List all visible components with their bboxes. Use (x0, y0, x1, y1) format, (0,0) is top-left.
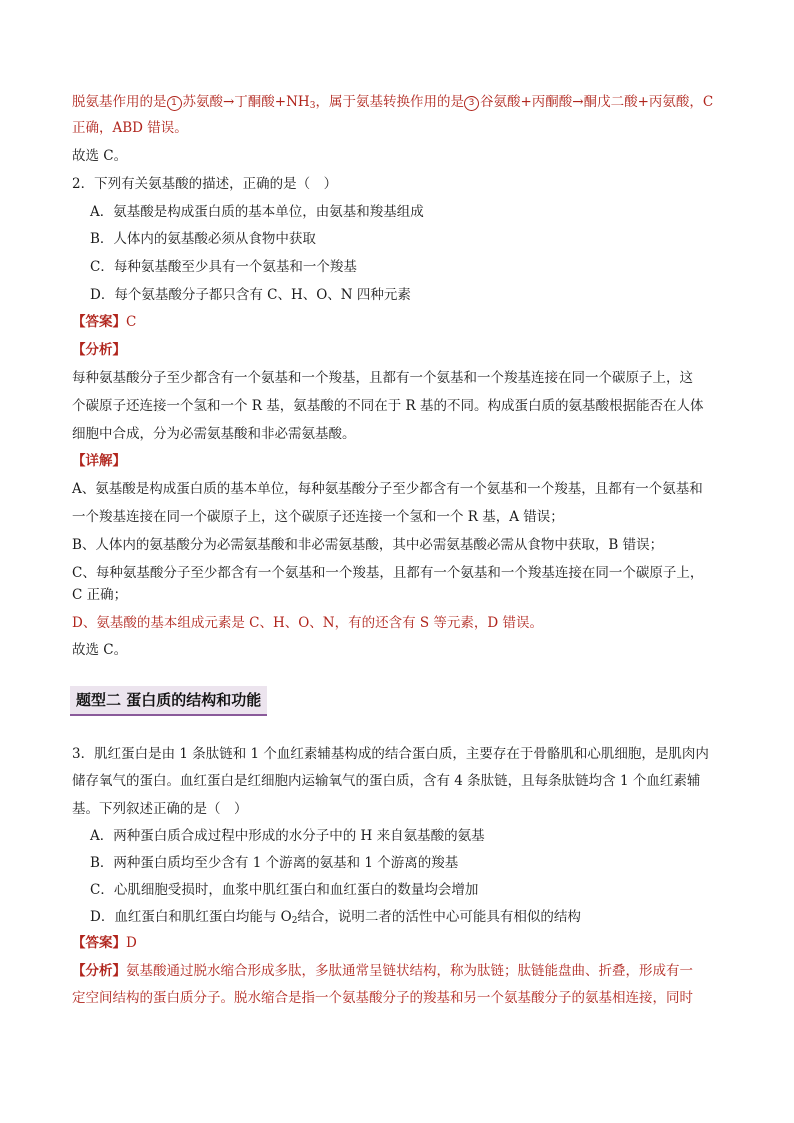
q3-stem-line-1: 3．肌红蛋白是由 1 条肽链和 1 个血红素辅基构成的结合蛋白质，主要存在于骨骼肌和心肌细胞，是肌肉内 (72, 746, 709, 762)
q2-option-c: C．每种氨基酸至少具有一个氨基和一个羧基 (90, 259, 357, 275)
q2-detail-line-2: 一个羧基连接在同一个碳原子上，这个碳原子还连接一个氢和一个 R 基，A 错误； (72, 509, 564, 525)
q2-analysis-line-1: 每种氨基酸分子至少都含有一个氨基和一个羧基，且都有一个氨基和一个羧基连接在同一个碳原子上，这 (72, 370, 693, 386)
q3-option-d: D．血红蛋白和肌红蛋白均能与 $O_2$结合，说明二者的活性中心可能具有相似的结构 (90, 909, 581, 926)
q2-detail-tag: 【详解】 (72, 453, 126, 469)
q2-option-d: D．每个氨基酸分子都只含有 C、H、O、N 四种元素 (90, 287, 411, 303)
intro-line-1: 脱氨基作用的是 1 苏氨酸→丁酮酸$+NH_3$，属于氨基转换作用的是 3 谷氨酸+丙酮酸→酮戊二酸+丙氨酸，C (72, 94, 714, 111)
q2-detail-line-5: C 正确； (72, 587, 128, 603)
q2-option-a: A．氨基酸是构成蛋白质的基本单位，由氨基和羧基组成 (90, 204, 424, 220)
q3-answer: 【答案】D (72, 935, 137, 951)
section-heading: 题型二 蛋白质的结构和功能 (70, 686, 267, 716)
q3-analysis-line-1: 【分析】氨基酸通过脱水缩合形成多肽，多肽通常呈链状结构，称为肽链；肽链能盘曲、折叠，形成有一 (72, 963, 693, 979)
q2-analysis-line-3: 细胞中合成，分为必需氨基酸和非必需氨基酸。 (72, 426, 356, 442)
q2-conclusion: 故选 C。 (72, 642, 128, 658)
q2-detail-line-4: C、每种氨基酸分子至少都含有一个氨基和一个羧基，且都有一个氨基和一个羧基连接在同一个碳原子上， (72, 565, 704, 581)
q2-option-b: B．人体内的氨基酸必须从食物中获取 (90, 231, 316, 247)
q2-answer: 【答案】C (72, 314, 137, 330)
q3-stem-line-3: 基。下列叙述正确的是（ ） (72, 801, 248, 817)
q3-option-c: C．心肌细胞受损时，血浆中肌红蛋白和血红蛋白的数量均会增加 (90, 882, 479, 898)
q3-stem-line-2: 储存氧气的蛋白。血红蛋白是红细胞内运输氧气的蛋白质，含有 4 条肽链，且每条肽链均含 1 个血红素辅 (72, 773, 701, 789)
circled-number-3: 3 (464, 96, 479, 111)
q2-analysis-tag: 【分析】 (72, 342, 126, 358)
q2-detail-line-3: B、人体内的氨基酸分为必需氨基酸和非必需氨基酸，其中必需氨基酸必需从食物中获取，B 错误； (72, 537, 664, 553)
q2-stem: 2．下列有关氨基酸的描述，正确的是（ ） (72, 176, 338, 192)
q2-analysis-line-2: 个碳原子还连接一个氢和一个 R 基，氨基酸的不同在于 R 基的不同。构成蛋白质的氨基酸根据能否在人体 (72, 398, 704, 414)
q3-option-b: B．两种蛋白质均至少含有 1 个游离的氨基和 1 个游离的羧基 (90, 855, 459, 871)
intro-conclusion: 故选 C。 (72, 148, 128, 164)
q3-analysis-line-2: 定空间结构的蛋白质分子。脱水缩合是指一个氨基酸分子的羧基和另一个氨基酸分子的氨基相连接，同时 (72, 990, 693, 1006)
q2-detail-line-1: A、氨基酸是构成蛋白质的基本单位，每种氨基酸分子至少都含有一个氨基和一个羧基，且都有一个氨基和 (72, 481, 703, 497)
circled-number-1: 1 (167, 96, 182, 111)
intro-line-2: 正确，ABD 错误。 (72, 120, 188, 136)
q2-detail-line-red: D、氨基酸的基本组成元素是 C、H、O、N，有的还含有 S 等元素，D 错误。 (72, 615, 544, 631)
q3-option-a: A．两种蛋白质合成过程中形成的水分子中的 H 来自氨基酸的氨基 (90, 828, 485, 844)
